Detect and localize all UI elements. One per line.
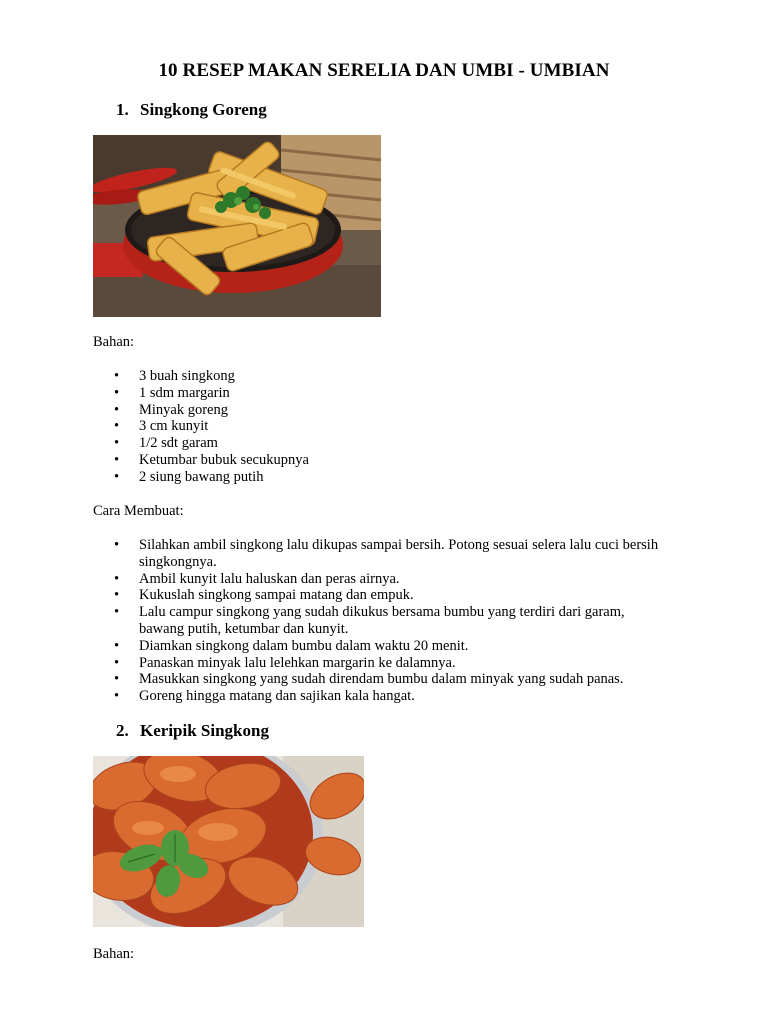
document-title: 10 RESEP MAKAN SERELIA DAN UMBI - UMBIAN [158, 60, 610, 81]
list-item: • 1/2 sdt garam [93, 435, 673, 452]
list-item: • Kukuslah singkong sampai matang dan empuk. [93, 587, 673, 604]
cassava-chips-photo [93, 756, 364, 927]
recipe-2-number: 2. [116, 721, 129, 740]
recipe-1-ingredients-label: Bahan: [93, 334, 135, 350]
recipe-1-name: Singkong Goreng [140, 100, 267, 119]
recipe-1-steps-list [93, 537, 673, 705]
recipe-1-ingredients-list [93, 368, 673, 486]
recipe-2-name: Keripik Singkong [140, 721, 269, 740]
list-item: • 3 buah singkong [93, 368, 673, 385]
list-item: • Diamkan singkong dalam bumbu dalam waktu 20 menit. [93, 638, 673, 655]
fried-cassava-photo [93, 135, 381, 317]
list-item: • Silahkan ambil singkong lalu dikupas sampai bersih. Potong sesuai selera lalu cuci bersih singkongnya. [93, 537, 673, 571]
list-item: • 1 sdm margarin [93, 385, 673, 402]
list-item: • Ambil kunyit lalu haluskan dan peras airnya. [93, 571, 673, 588]
list-item: • Minyak goreng [93, 402, 673, 419]
recipe-2-heading [116, 721, 269, 741]
recipe-1-heading [116, 100, 267, 120]
list-item: • 2 siung bawang putih [93, 469, 673, 486]
recipe-2-ingredients-label: Bahan: [93, 946, 135, 962]
recipe-1-steps-label: Cara Membuat: [93, 503, 184, 519]
recipe-1-number: 1. [116, 100, 129, 119]
list-item: • Lalu campur singkong yang sudah dikukus bersama bumbu yang terdiri dari garam, bawang putih, ketumbar dan kunyit. [93, 604, 673, 638]
list-item: • Goreng hingga matang dan sajikan kala hangat. [93, 688, 673, 705]
list-item: • Panaskan minyak lalu lelehkan margarin ke dalamnya. [93, 655, 673, 672]
list-item: • Masukkan singkong yang sudah direndam bumbu dalam minyak yang sudah panas. [93, 671, 673, 688]
list-item: • 3 cm kunyit [93, 418, 673, 435]
list-item: • Ketumbar bubuk secukupnya [93, 452, 673, 469]
